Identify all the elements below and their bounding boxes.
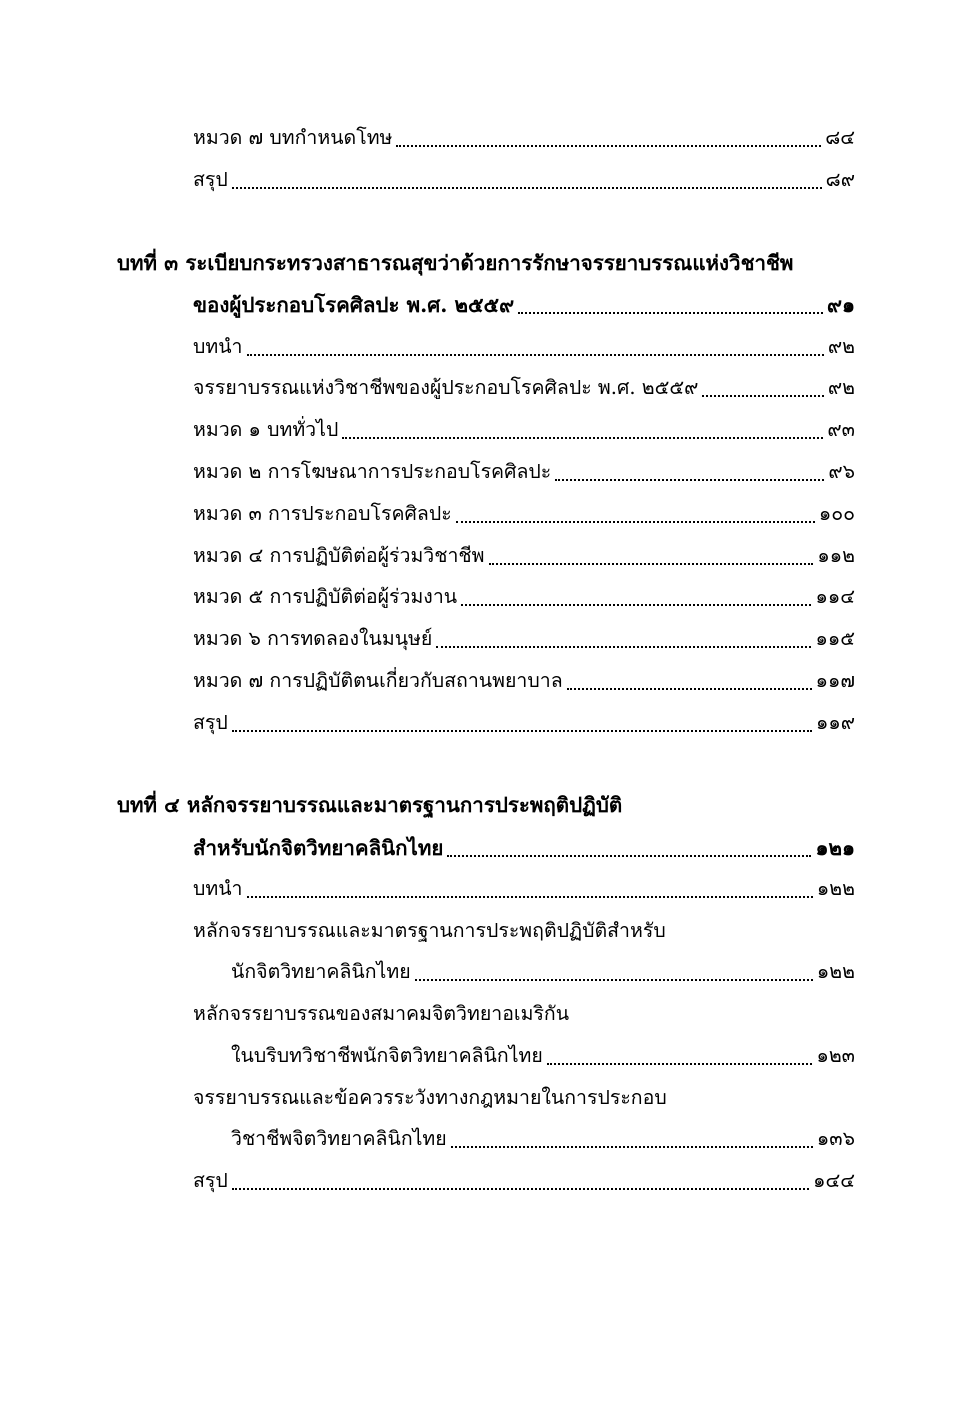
dot-leader [396, 118, 821, 158]
toc-page-number: ๑๑๙ [815, 711, 855, 734]
toc-entry-title: หมวด ๔ การปฏิบัติต่อผู้ร่วมวิชาชีพ [193, 544, 485, 567]
toc-entry-cont[interactable] [0, 1119, 974, 1159]
toc-entry[interactable] [0, 452, 974, 492]
dot-leader [232, 703, 812, 743]
toc-page-number: ๙๓ [827, 418, 855, 441]
toc-entry[interactable] [0, 661, 974, 701]
toc-page-number: ๑๑๕ [815, 627, 855, 650]
chapter-3-heading-cont[interactable] [0, 285, 974, 325]
toc-entry[interactable] [0, 911, 974, 951]
toc-page-number: ๑๑๒ [817, 544, 855, 567]
dot-leader [247, 869, 813, 909]
toc-entry[interactable] [0, 368, 974, 408]
dot-leader [436, 619, 811, 659]
chapter-3-title-line1: บทที่ ๓ ระเบียบกระทรวงสาธารณสุขว่าด้วยการรักษาจรรยาบรรณแห่งวิชาชีพ [117, 251, 794, 275]
toc-entry-title: สรุป [193, 711, 228, 734]
dot-leader [555, 452, 824, 492]
toc-page-number: ๙๒ [827, 376, 855, 399]
dot-leader [702, 368, 823, 408]
chapter-3-heading[interactable] [0, 243, 974, 283]
toc-entry-title: หมวด ๕ การปฏิบัติต่อผู้ร่วมงาน [193, 585, 458, 608]
toc-entry-title: หมวด ๒ การโฆษณาการประกอบโรคศิลปะ [193, 460, 552, 483]
toc-entry-cont[interactable] [0, 1036, 974, 1076]
dot-leader [451, 1119, 813, 1159]
dot-leader [247, 327, 824, 367]
chapter-4-title-line2: สำหรับนักจิตวิทยาคลินิกไทย [193, 836, 444, 860]
toc-entry[interactable] [0, 536, 974, 576]
toc-page-number: ๑๒๓ [816, 1044, 855, 1067]
toc-entry-title: สรุป [193, 168, 228, 191]
toc-entry[interactable] [0, 703, 974, 743]
toc-entry-title: หลักจรรยาบรรณและมาตรฐานการประพฤติปฏิบัติสำหรับ [193, 919, 666, 942]
toc-entry-title: หมวด ๗ บทกำหนดโทษ [193, 126, 393, 149]
dot-leader [567, 661, 812, 701]
toc-page-number: ๘๔ [825, 126, 855, 149]
toc-page-number: ๙๖ [828, 460, 855, 483]
toc-entry-title: นักจิตวิทยาคลินิกไทย [231, 960, 411, 983]
toc-entry-title: หมวด ๖ การทดลองในมนุษย์ [193, 627, 433, 650]
toc-entry[interactable] [0, 869, 974, 909]
dot-leader [547, 1036, 813, 1076]
toc-entry-title: หมวด ๗ การปฏิบัติตนเกี่ยวกับสถานพยาบาล [193, 669, 563, 692]
toc-entry-title: วิชาชีพจิตวิทยาคลินิกไทย [231, 1127, 447, 1150]
dot-leader [489, 536, 814, 576]
toc-entry-title: จรรยาบรรณและข้อควรระวังทางกฎหมายในการประกอบ [193, 1086, 667, 1109]
toc-entry[interactable] [0, 494, 974, 534]
dot-leader [447, 828, 811, 868]
toc-page-number: ๑๑๗ [815, 669, 855, 692]
dot-leader [342, 410, 823, 450]
dot-leader [461, 577, 811, 617]
toc-entry-title: หมวด ๓ การประกอบโรคศิลปะ [193, 502, 452, 525]
toc-entry-title: ในบริบทวิชาชีพนักจิตวิทยาคลินิกไทย [231, 1044, 543, 1067]
toc-entry-title: สรุป [193, 1169, 228, 1192]
toc-page-number: ๘๙ [825, 168, 855, 191]
toc-entry-title: บทนำ [193, 335, 243, 358]
toc-entry-title: หมวด ๑ บททั่วไป [193, 418, 339, 441]
toc-entry[interactable] [0, 327, 974, 367]
toc-page-number: ๑๑๔ [815, 585, 855, 608]
toc-entry[interactable] [0, 994, 974, 1034]
chapter-3-title-line2: ของผู้ประกอบโรคศิลปะ พ.ศ. ๒๕๕๙ [193, 293, 515, 317]
dot-leader [232, 1161, 809, 1201]
toc-entry[interactable] [0, 410, 974, 450]
toc-entry-title: หลักจรรยาบรรณของสมาคมจิตวิทยาอเมริกัน [193, 1002, 570, 1025]
toc-page-number: ๑๒๒ [816, 877, 855, 900]
toc-entry[interactable] [0, 577, 974, 617]
dot-leader [232, 160, 822, 200]
chapter-4-title-line1: บทที่ ๔ หลักจรรยาบรรณและมาตรฐานการประพฤติปฏิบัติ [117, 793, 623, 817]
toc-entry[interactable] [0, 118, 974, 158]
chapter-4-page-number: ๑๒๑ [815, 836, 855, 860]
chapter-3-page-number: ๙๑ [826, 293, 855, 317]
toc-entry[interactable] [0, 1078, 974, 1118]
chapter-4-heading[interactable] [0, 785, 974, 825]
toc-entry[interactable] [0, 619, 974, 659]
toc-page-number: ๑๔๔ [813, 1169, 855, 1192]
toc-page-number: ๑๒๒ [816, 960, 855, 983]
dot-leader [415, 952, 813, 992]
toc-page-number: ๑๐๐ [818, 502, 855, 525]
toc-entry-cont[interactable] [0, 952, 974, 992]
toc-entry[interactable] [0, 160, 974, 200]
toc-entry-title: บทนำ [193, 877, 243, 900]
toc-entry-title: จรรยาบรรณแห่งวิชาชีพของผู้ประกอบโรคศิลปะ พ.ศ. ๒๕๕๙ [193, 376, 699, 399]
toc-page-number: ๙๒ [827, 335, 855, 358]
toc-page-number: ๑๓๖ [816, 1127, 855, 1150]
dot-leader [456, 494, 815, 534]
dot-leader [518, 285, 823, 325]
toc-entry[interactable] [0, 1161, 974, 1201]
chapter-4-heading-cont[interactable] [0, 828, 974, 868]
